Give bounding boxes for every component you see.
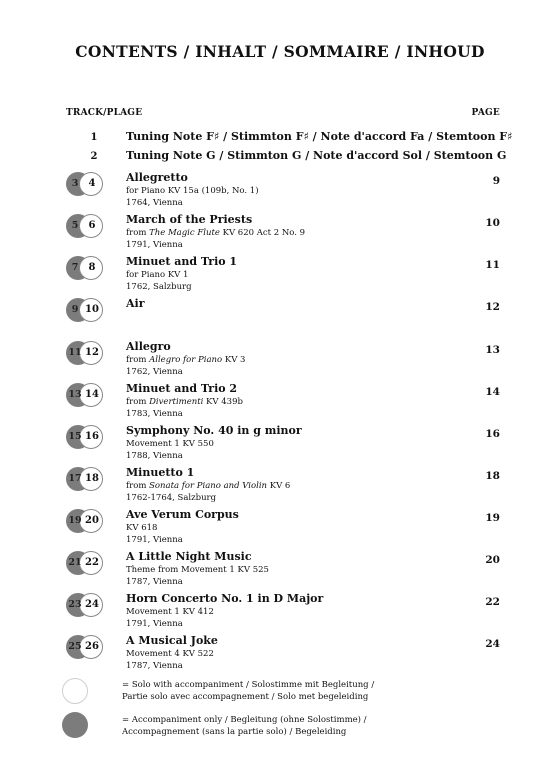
- accompaniment-track-number: 13: [68, 389, 82, 400]
- page-number: 19: [485, 512, 500, 524]
- tuning-label: Tuning Note F♯ / Stimmton F♯ / Note d'accord Fa / Stemtoon F♯: [126, 130, 513, 143]
- page-number: 12: [485, 301, 500, 313]
- piece-source: [126, 270, 188, 280]
- track-entry: [0, 382, 560, 426]
- piece-source: [126, 397, 243, 407]
- solo-track-number: 12: [85, 347, 99, 358]
- track-badge: [66, 341, 102, 365]
- piece-source: [126, 649, 214, 659]
- source-text: from: [126, 355, 150, 365]
- piece-source: [126, 228, 305, 238]
- legend-accompaniment-line2: Accompagnement (sans la partie solo) / Begeleiding: [122, 727, 347, 737]
- track-entry: [0, 466, 560, 510]
- piece-title: Allegretto: [126, 171, 188, 184]
- source-text: Movement 4 KV 522: [126, 649, 214, 659]
- solo-track-number: 22: [85, 557, 99, 568]
- tuning-row: [0, 149, 560, 165]
- piece-date-place: 1791, Vienna: [126, 535, 183, 545]
- legend-solo-line1: = Solo with accompaniment / Solostimme mit Begleitung /: [122, 680, 375, 690]
- source-text: from: [126, 397, 150, 407]
- track-column-header: TRACK/PLAGE: [66, 108, 143, 118]
- source-text: Movement 1 KV 412: [126, 607, 214, 617]
- piece-title: March of the Priests: [126, 213, 253, 226]
- solo-track-number: 8: [88, 262, 96, 273]
- solo-circle-icon: [62, 678, 88, 704]
- piece-title: Allegro: [126, 340, 171, 353]
- track-badge: [66, 425, 102, 449]
- piece-title: Ave Verum Corpus: [126, 508, 239, 521]
- source-text: from: [126, 481, 150, 491]
- page-number: 11: [485, 259, 500, 271]
- track-badge: [66, 509, 102, 533]
- track-entry: [0, 340, 560, 384]
- source-text-after: KV 3: [222, 355, 246, 365]
- piece-title: Horn Concerto No. 1 in D Major: [126, 592, 324, 605]
- piece-date-place: 1791, Vienna: [126, 240, 183, 250]
- source-text-after: KV 620 Act 2 No. 9: [219, 228, 306, 238]
- piece-date-place: 1783, Vienna: [126, 409, 183, 419]
- solo-track-number: 14: [85, 389, 99, 400]
- solo-track-number: 26: [85, 641, 99, 652]
- track-badge: [66, 298, 102, 322]
- piece-source: [126, 481, 290, 491]
- accompaniment-track-number: 5: [71, 220, 79, 231]
- legend-accompaniment-line1: = Accompaniment only / Begleitung (ohne Solostimme) /: [122, 715, 367, 725]
- accompaniment-track-number: 15: [68, 431, 82, 442]
- page-number: 9: [492, 175, 500, 187]
- accompaniment-track-number: 23: [68, 599, 82, 610]
- piece-source: [126, 439, 214, 449]
- piece-date-place: 1787, Vienna: [126, 577, 183, 587]
- piece-date-place: 1764, Vienna: [126, 198, 183, 208]
- track-badge: [66, 256, 102, 280]
- piece-source: [126, 607, 214, 617]
- source-work-title: The Magic Flute: [149, 228, 220, 238]
- source-text: Movement 1 KV 550: [126, 439, 214, 449]
- source-text: from: [126, 228, 150, 238]
- source-work-title: Allegro for Piano: [149, 355, 223, 365]
- page-number: 10: [485, 217, 500, 229]
- solo-track-number: 6: [88, 220, 96, 231]
- piece-source: [126, 523, 157, 533]
- track-badge: [66, 214, 102, 238]
- accompaniment-circle-icon: [62, 712, 88, 738]
- piece-date-place: 1762, Vienna: [126, 367, 183, 377]
- page-number: 16: [485, 428, 500, 440]
- piece-date-place: 1788, Vienna: [126, 451, 183, 461]
- tuning-row: [0, 130, 560, 146]
- page-number: 14: [485, 386, 500, 398]
- source-text-after: KV 439b: [203, 397, 243, 407]
- accompaniment-track-number: 21: [68, 557, 82, 568]
- solo-track-number: 4: [88, 178, 96, 189]
- track-entry: [0, 171, 560, 215]
- piece-title: A Musical Joke: [126, 634, 218, 647]
- piece-title: A Little Night Music: [126, 550, 252, 563]
- track-entry: [0, 634, 560, 678]
- track-badge: [66, 467, 102, 491]
- accompaniment-track-number: 19: [68, 515, 82, 526]
- page-number: 18: [485, 470, 500, 482]
- solo-track-number: 20: [85, 515, 99, 526]
- legend-solo-line2: Partie solo avec accompagnement / Solo met begeleiding: [122, 692, 369, 702]
- piece-date-place: 1791, Vienna: [126, 619, 183, 629]
- track-entry: [0, 550, 560, 594]
- source-text-after: KV 6: [267, 481, 291, 491]
- solo-track-number: 16: [85, 431, 99, 442]
- source-text: for Piano KV 1: [126, 270, 189, 280]
- piece-date-place: 1762, Salzburg: [126, 282, 192, 292]
- track-badge: [66, 635, 102, 659]
- piece-title: Air: [126, 297, 145, 310]
- piece-title: Minuet and Trio 2: [126, 382, 238, 395]
- page-number: 13: [485, 344, 500, 356]
- track-entry: [0, 297, 560, 341]
- source-text: Theme from Movement 1 KV 525: [126, 565, 269, 575]
- tuning-label: Tuning Note G / Stimmton G / Note d'accord Sol / Stemtoon G: [126, 149, 507, 162]
- page-column-header: PAGE: [471, 108, 500, 118]
- track-badge: [66, 383, 102, 407]
- track-badge: [66, 593, 102, 617]
- accompaniment-track-number: 7: [71, 262, 79, 273]
- track-entry: [0, 592, 560, 636]
- track-entry: [0, 424, 560, 468]
- track-entry: [0, 508, 560, 552]
- source-text: KV 618: [126, 523, 158, 533]
- accompaniment-track-number: 25: [68, 641, 82, 652]
- track-badge: [66, 172, 102, 196]
- source-work-title: Sonata for Piano and Violin: [149, 481, 268, 491]
- source-work-title: Divertimenti: [149, 397, 204, 407]
- piece-source: [126, 186, 259, 196]
- solo-track-number: 18: [85, 473, 99, 484]
- page-number: 20: [485, 554, 500, 566]
- source-text: for Piano KV 15a (109b, No. 1): [126, 186, 259, 196]
- page-number: 22: [485, 596, 500, 608]
- accompaniment-track-number: 17: [68, 473, 82, 484]
- piece-source: [126, 355, 245, 365]
- piece-source: [126, 565, 269, 575]
- page-title: CONTENTS / INHALT / SOMMAIRE / INHOUD: [75, 42, 485, 61]
- piece-title: Minuetto 1: [126, 466, 195, 479]
- piece-date-place: 1787, Vienna: [126, 661, 183, 671]
- solo-track-number: 24: [85, 599, 99, 610]
- solo-track-number: 10: [85, 304, 99, 315]
- track-number: 2: [90, 151, 98, 162]
- track-entry: [0, 213, 560, 257]
- piece-title: Symphony No. 40 in g minor: [126, 424, 302, 437]
- piece-title: Minuet and Trio 1: [126, 255, 238, 268]
- accompaniment-track-number: 9: [71, 304, 79, 315]
- accompaniment-track-number: 3: [71, 178, 79, 189]
- track-badge: [66, 551, 102, 575]
- page-number: 24: [485, 638, 500, 650]
- track-number: 1: [90, 132, 98, 143]
- accompaniment-track-number: 11: [68, 347, 82, 358]
- track-entry: [0, 255, 560, 299]
- piece-date-place: 1762-1764, Salzburg: [126, 493, 217, 503]
